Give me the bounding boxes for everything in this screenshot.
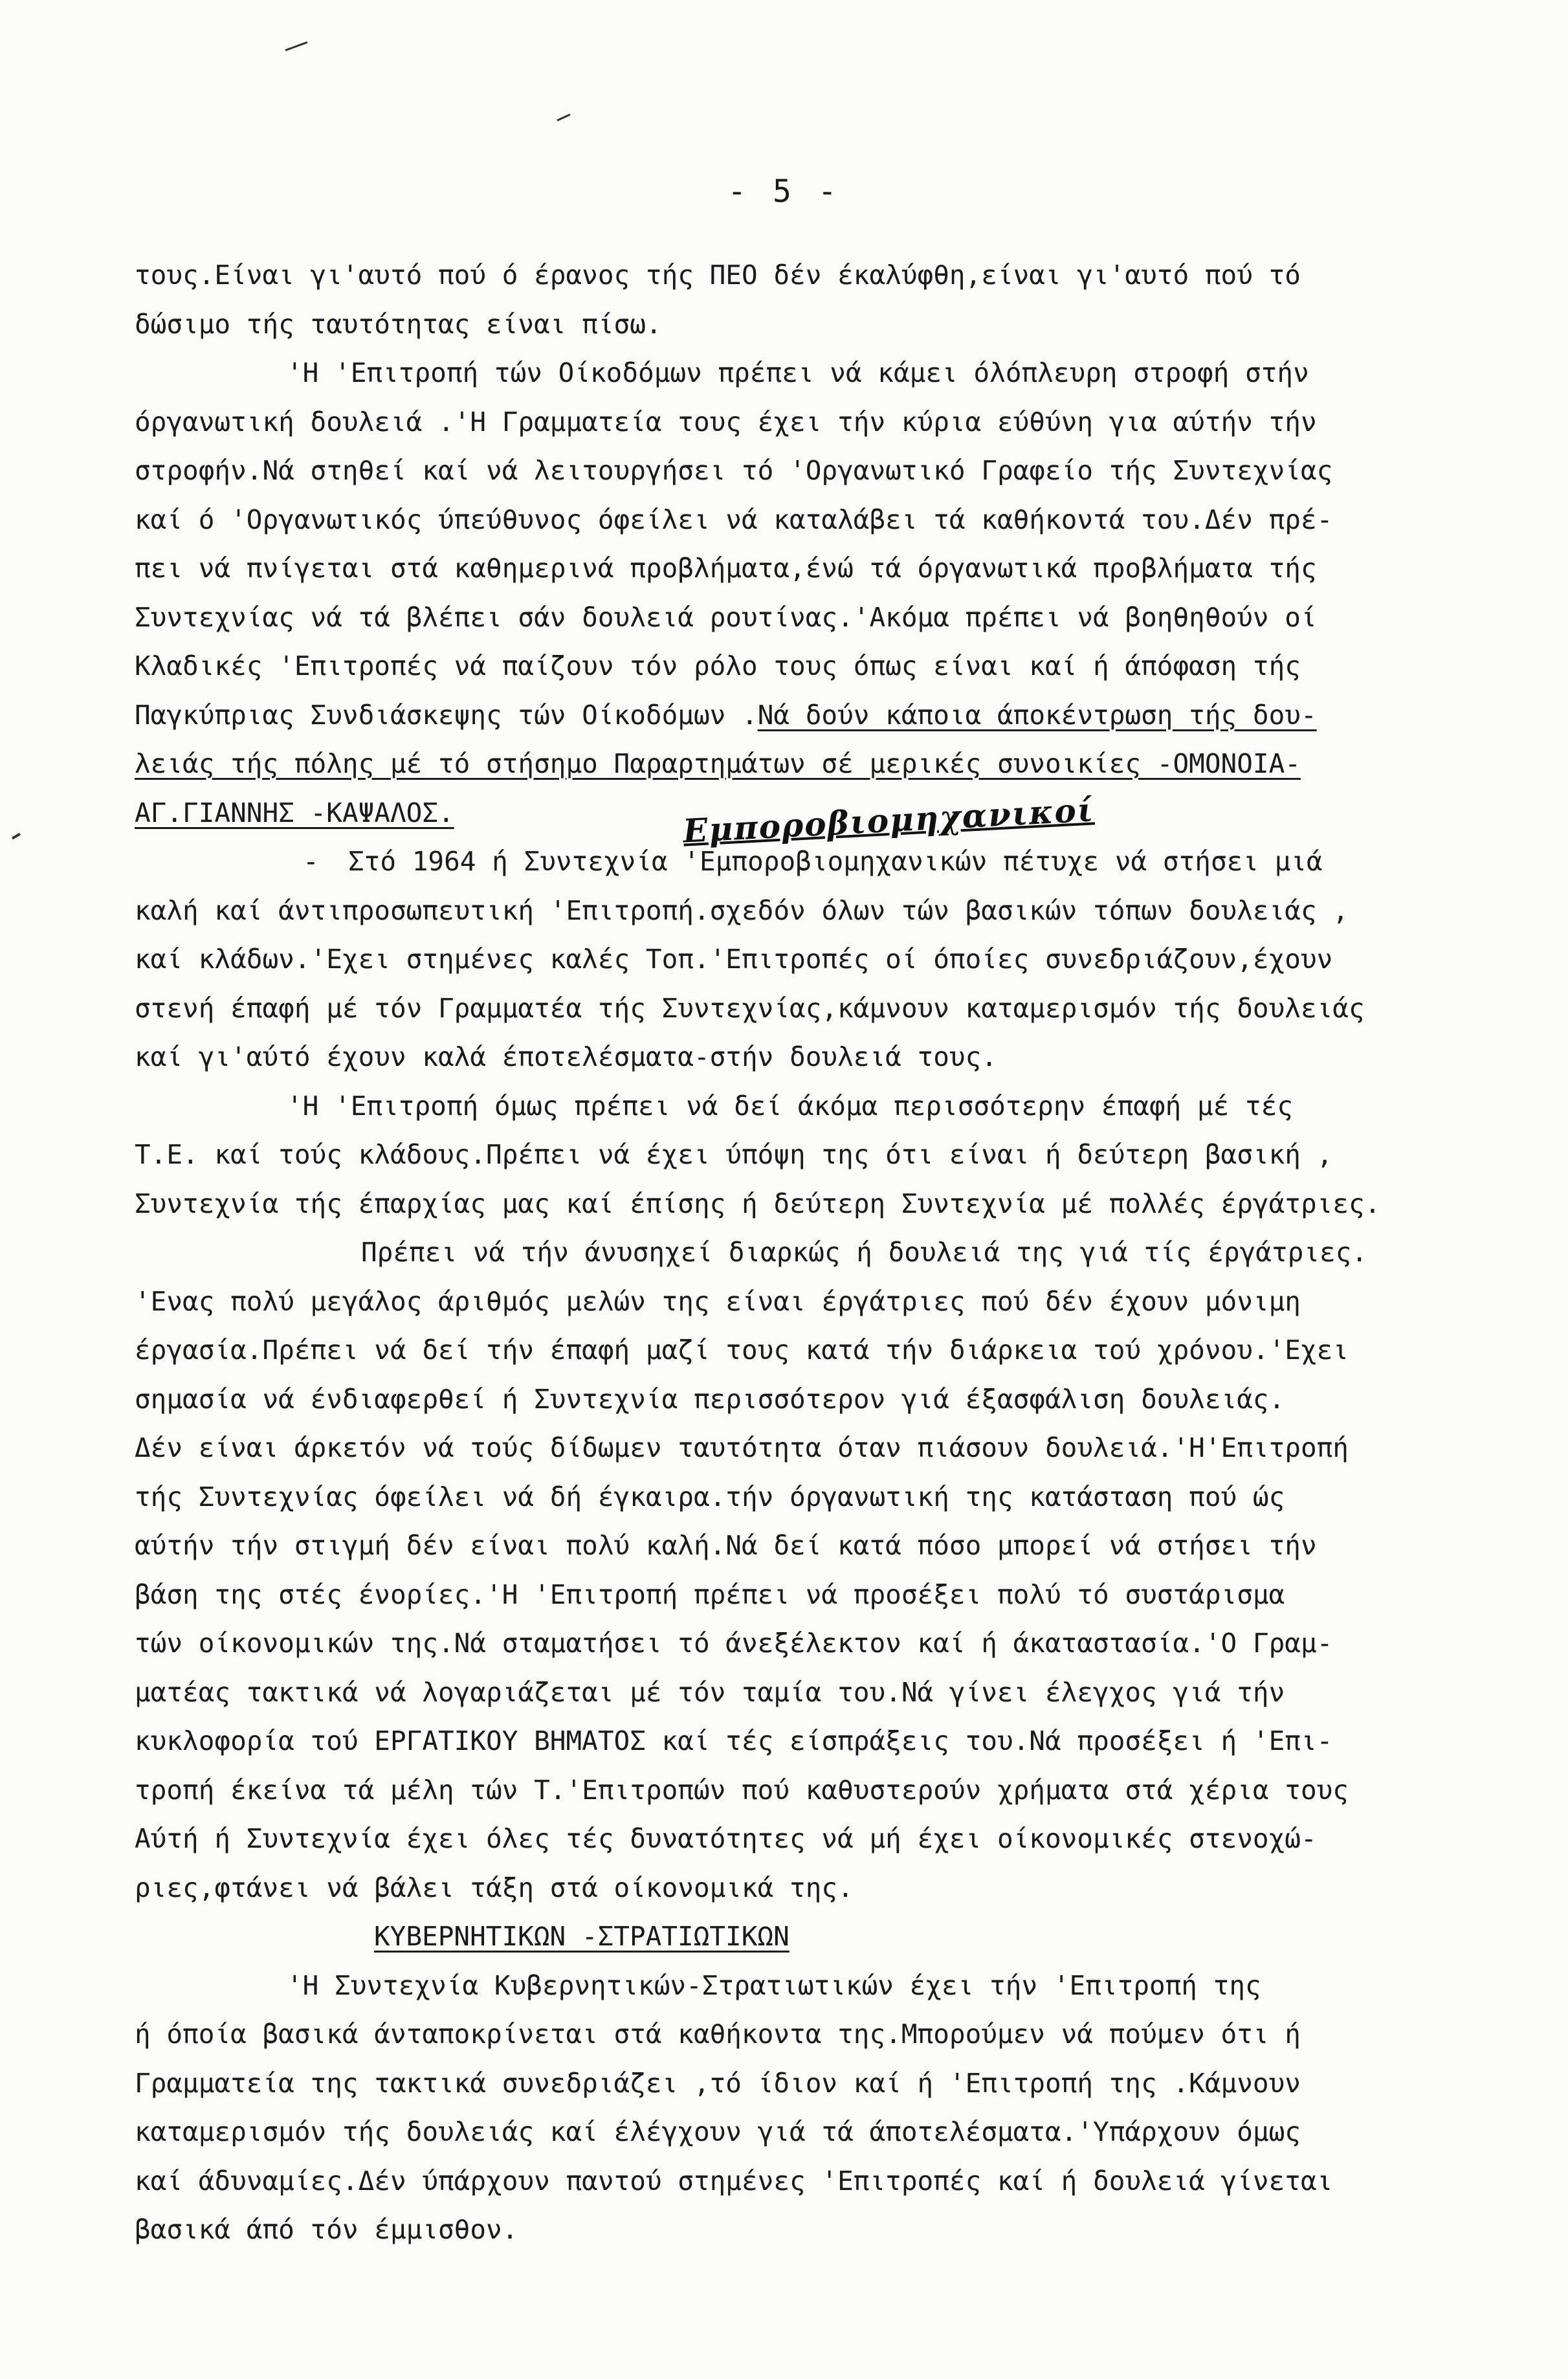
text-segment: Στό 1964 ή Συντεχνία 'Εμποροβιομηχανικών πέτυχε νά στήσει μιά: [348, 846, 1323, 877]
text-line: όργανωτική δουλειά .'Η Γραμματεία τους έχει τήν κύρια εύθύνη για αύτήν τήν: [135, 406, 1317, 437]
text-line: βασικά άπό τόν έμμισθον.: [135, 2214, 518, 2245]
page-number: - 5 -: [727, 173, 841, 210]
text-line: ματέας τακτικά νά λογαριάζεται μέ τόν ταμία του.Νά γίνει έλεγχος γιά τήν: [135, 1676, 1285, 1708]
handwritten-annotation: Εμποροβιομηχανικοί: [681, 790, 1096, 850]
text-line: δώσιμο τής ταυτότητας είναι πίσω.: [135, 308, 662, 340]
text-line: 'Η 'Επιτροπή τών Οίκοδόμων πρέπει νά κάμει όλόπλευρη στροφή στήν: [287, 357, 1309, 388]
text-line: Τ.Ε. καί τούς κλάδους.Πρέπει νά έχει ύπόψη της ότι είναι ή δεύτερη βασική ,: [135, 1139, 1333, 1170]
text-line: Δέν είναι άρκετόν νά τούς δίδωμεν ταυτότητα όταν πιάσουν δουλειά.'Η'Επιτροπή: [135, 1432, 1349, 1463]
scan-speck: [285, 41, 308, 51]
text-line: καταμερισμόν τής δουλειάς καί έλέγχουν γιά τά άποτελέσματα.'Υπάρχουν όμως: [135, 2116, 1301, 2147]
text-line: καί ό 'Οργανωτικός ύπεύθυνος όφείλει νά καταλάβει τά καθήκοντά του.Δέν πρέ-: [135, 503, 1333, 535]
text-line: τους.Είναι γι'αυτό πού ό έρανος τής ΠΕΟ δέν έκαλύφθη,είναι γι'αυτό πού τό: [135, 260, 1301, 291]
text-line: τών οίκονομικών της.Νά σταματήσει τό άνεξέλεκτον καί ή άκαταστασία.'Ο Γραμ-: [135, 1628, 1333, 1659]
text-line: καλή καί άντιπροσωπευτική 'Επιτροπή.σχεδόν όλων τών βασικών τόπων δουλειάς ,: [135, 894, 1349, 926]
text-line: Συντεχνία τής έπαρχίας μας καί έπίσης ή δεύτερη Συντεχνία μέ πολλές έργάτριες.: [135, 1188, 1381, 1219]
text-line: ΑΓ.ΓΙΑΝΝΗΣ -ΚΑΨΑΛΟΣ.: [135, 797, 454, 828]
text-line: Συντεχνίας νά τά βλέπει σάν δουλειά ρουτίνας.'Ακόμα πρέπει νά βοηθηθούν οί: [135, 601, 1317, 633]
section-heading: ΚΥΒΕΡΝΗΤΙΚΩΝ -ΣΤΡΑΤΙΩΤΙΚΩΝ: [374, 1921, 790, 1952]
text-line: Πρέπει νά τήν άνυσηχεί διαρκώς ή δουλειά της γιά τίς έργάτριες.: [361, 1237, 1368, 1268]
text-line: Κλαδικές 'Επιτροπές νά παίζουν τόν ρόλο τους όπως είναι καί ή άπόφαση τής: [135, 650, 1301, 681]
text-line: πει νά πνίγεται στά καθημερινά προβλήματα,ένώ τά όργανωτικά προβλήματα τής: [135, 553, 1317, 584]
text-line: λειάς τής πόλης μέ τό στήσημο Παραρτημάτων σέ μερικές συνοικίες -ΟΜΟΝΟΙΑ-: [135, 748, 1301, 779]
text-line: στενή έπαφή μέ τόν Γραμματέα τής Συντεχνίας,κάμνουν καταμερισμόν τής δουλειάς: [135, 992, 1365, 1024]
body-text: [135, 251, 1455, 2255]
dash-mark: -: [303, 846, 319, 877]
text-segment: Παγκύπριας Συνδιάσκεψης τών Οίκοδόμων .: [135, 699, 758, 731]
text-line: 'Η Συντεχνία Κυβερνητικών-Στρατιωτικών έχει τήν 'Επιτροπή της: [287, 1969, 1261, 2001]
text-line: αύτήν τήν στιγμή δέν είναι πολύ καλή.Νά δεί κατά πόσο μπορεί νά στήσει τήν: [135, 1530, 1317, 1561]
text-line: 'Ενας πολύ μεγάλος άριθμός μελών της είναι έργάτριες πού δέν έχουν μόνιμη: [135, 1285, 1301, 1317]
underlined-segment: Νά δούν κάποια άποκέντρωση τής δου-: [757, 699, 1317, 731]
text-line: καί γι'αύτό έχουν καλά έποτελέσματα-στήν δουλειά τους.: [135, 1041, 997, 1072]
text-line: [135, 691, 1455, 740]
text-line: τροπή έκείνα τά μέλη τών Τ.'Επιτροπών πού καθυστερούν χρήματα στά χέρια τους: [135, 1774, 1349, 1806]
text-line: τής Συντεχνίας όφείλει νά δή έγκαιρα.τήν όργανωτική της κατάσταση πού ώς: [135, 1481, 1285, 1512]
text-line: ριες,φτάνει νά βάλει τάξη στά οίκονομικά της.: [135, 1872, 854, 1903]
text-line: [135, 837, 1455, 887]
text-line: [135, 1912, 1455, 1962]
text-line: σημασία νά ένδιαφερθεί ή Συντεχνία περισσότερον γιά έξασφάλιση δουλειάς.: [135, 1383, 1285, 1415]
text-line: στροφήν.Νά στηθεί καί νά λειτουργήσει τό 'Οργανωτικό Γραφείο τής Συντεχνίας: [135, 455, 1333, 486]
text-line: Γραμματεία της τακτικά συνεδριάζει ,τό ίδιον καί ή 'Επιτροπή της .Κάμνουν: [135, 2067, 1301, 2099]
scan-speck: [12, 833, 21, 839]
text-line: έργασία.Πρέπει νά δεί τήν έπαφή μαζί τους κατά τήν διάρκεια τού χρόνου.'Εχει: [135, 1334, 1349, 1366]
text-line: κυκλοφορία τού ΕΡΓΑΤΙΚΟΥ ΒΗΜΑΤΟΣ καί τές είσπράξεις του.Νά προσέξει ή 'Επι-: [135, 1725, 1333, 1756]
text-line: ή όποία βασικά άνταποκρίνεται στά καθήκοντα της.Μπορούμεν νά πούμεν ότι ή: [135, 2019, 1301, 2050]
text-line: βάση της στές ένορίες.'Η 'Επιτροπή πρέπει νά προσέξει πολύ τό συστάρισμα: [135, 1578, 1285, 1610]
text-line: 'Η 'Επιτροπή όμως πρέπει νά δεί άκόμα περισσότερην έπαφή μέ τές: [287, 1090, 1294, 1122]
text-line: καί άδυναμίες.Δέν ύπάρχουν παντού στημένες 'Επιτροπές καί ή δουλειά γίνεται: [135, 2165, 1333, 2196]
scan-speck: [557, 113, 570, 121]
text-line: Αύτή ή Συντεχνία έχει όλες τές δυνατότητες νά μή έχει οίκονομικές στενοχώ-: [135, 1823, 1317, 1854]
text-line: καί κλάδων.'Εχει στημένες καλές Τοπ.'Επιτροπές οί όποίες συνεδριάζουν,έχουν: [135, 944, 1333, 975]
